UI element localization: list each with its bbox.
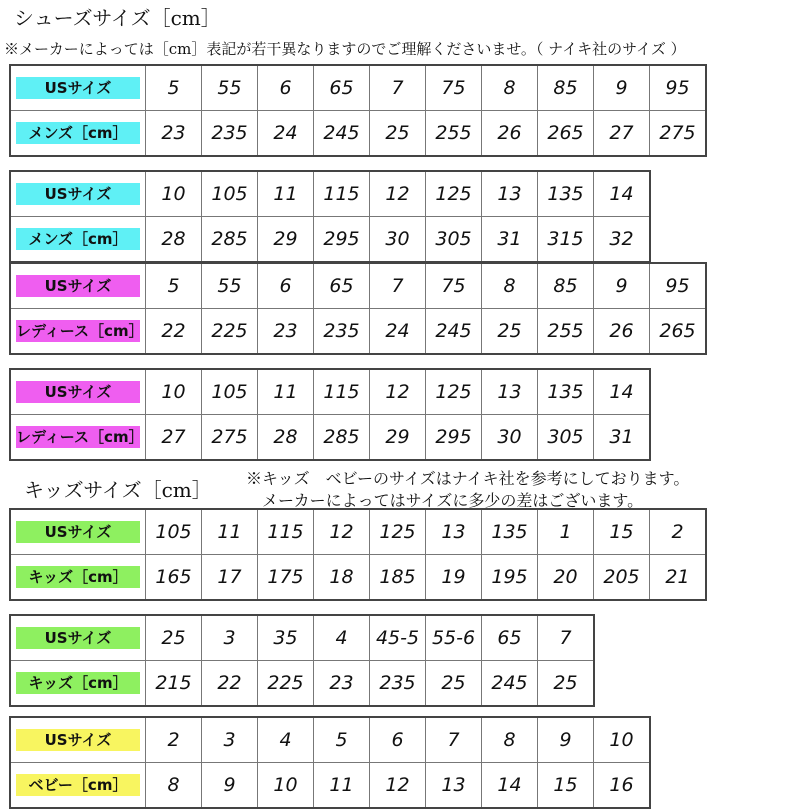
page-title: シューズサイズ［cm］ — [14, 6, 221, 30]
size-cell: 23 — [314, 661, 370, 707]
size-cell: 285 — [202, 217, 258, 263]
row-label: ベビー［cm］ — [16, 774, 140, 796]
size-cell: 11 — [314, 763, 370, 809]
size-cell: 27 — [146, 415, 202, 461]
cm-size-row — [10, 661, 594, 707]
size-cell: 13 — [426, 763, 482, 809]
size-cell: 75 — [426, 65, 482, 111]
row-label: USサイズ — [16, 183, 140, 205]
size-cell: 11 — [258, 171, 314, 217]
size-cell: 28 — [146, 217, 202, 263]
size-cell: 6 — [258, 263, 314, 309]
size-cell: 26 — [594, 309, 650, 355]
size-cell: 7 — [370, 65, 426, 111]
row-label-cell — [10, 763, 146, 809]
row-label: メンズ［cm］ — [16, 228, 140, 250]
size-cell: 23 — [146, 111, 202, 157]
cm-size-row — [10, 415, 650, 461]
size-cell: 135 — [538, 171, 594, 217]
row-label: USサイズ — [16, 381, 140, 403]
size-cell: 5 — [314, 717, 370, 763]
row-label-cell — [10, 217, 146, 263]
size-cell: 255 — [538, 309, 594, 355]
row-label-cell — [10, 65, 146, 111]
size-cell: 315 — [538, 217, 594, 263]
size-cell: 235 — [202, 111, 258, 157]
size-cell: 115 — [314, 369, 370, 415]
row-label: レディース［cm］ — [16, 428, 144, 446]
size-cell: 55 — [202, 263, 258, 309]
size-cell: 31 — [482, 217, 538, 263]
size-cell: 25 — [482, 309, 538, 355]
size-cell: 9 — [594, 263, 650, 309]
row-label-cell — [10, 415, 146, 461]
us-size-row — [10, 263, 706, 309]
row-label: USサイズ — [16, 77, 140, 99]
ladies-table-2 — [9, 368, 651, 461]
size-cell: 28 — [258, 415, 314, 461]
kids-note-line-1: ※キッズ ベビーのサイズはナイキ社を参考にしております。 — [246, 469, 690, 488]
row-label-cell — [10, 171, 146, 217]
cm-size-row — [10, 217, 650, 263]
mens-table-1 — [9, 64, 707, 157]
size-cell: 175 — [258, 555, 314, 601]
size-cell: 65 — [482, 615, 538, 661]
size-cell: 125 — [426, 369, 482, 415]
size-cell: 3 — [202, 717, 258, 763]
size-cell: 24 — [370, 309, 426, 355]
row-label: USサイズ — [16, 275, 140, 297]
size-cell: 265 — [650, 309, 707, 355]
size-cell: 115 — [258, 509, 314, 555]
size-cell: 185 — [370, 555, 426, 601]
size-cell: 255 — [426, 111, 482, 157]
size-cell: 13 — [426, 509, 482, 555]
size-cell: 125 — [370, 509, 426, 555]
size-cell: 12 — [314, 509, 370, 555]
size-cell: 9 — [202, 763, 258, 809]
size-cell: 16 — [594, 763, 651, 809]
row-label-cell — [10, 309, 146, 355]
size-cell: 7 — [426, 717, 482, 763]
size-cell: 165 — [146, 555, 202, 601]
size-cell: 25 — [538, 661, 595, 707]
size-cell: 3 — [202, 615, 258, 661]
us-size-row — [10, 509, 706, 555]
us-size-row — [10, 369, 650, 415]
size-cell: 25 — [426, 661, 482, 707]
row-label: レディース［cm］ — [16, 322, 144, 340]
size-cell: 13 — [482, 171, 538, 217]
size-cell: 235 — [370, 661, 426, 707]
size-cell: 65 — [314, 65, 370, 111]
row-label: USサイズ — [16, 729, 140, 751]
size-cell: 305 — [538, 415, 594, 461]
cm-size-row — [10, 309, 706, 355]
size-cell: 135 — [538, 369, 594, 415]
kids-section-title: キッズサイズ［cm］ — [24, 478, 212, 502]
size-cell: 305 — [426, 217, 482, 263]
size-cell: 19 — [426, 555, 482, 601]
size-cell: 6 — [370, 717, 426, 763]
row-label: キッズ［cm］ — [16, 566, 140, 588]
size-cell: 55 — [202, 65, 258, 111]
size-cell: 85 — [538, 65, 594, 111]
size-cell: 235 — [314, 309, 370, 355]
size-cell: 225 — [202, 309, 258, 355]
size-cell: 105 — [146, 509, 202, 555]
size-cell: 35 — [258, 615, 314, 661]
ladies-table-1 — [9, 262, 707, 355]
cm-size-row — [10, 555, 706, 601]
size-cell: 17 — [202, 555, 258, 601]
row-label: USサイズ — [16, 627, 140, 649]
size-cell: 45-5 — [370, 615, 426, 661]
size-cell: 30 — [370, 217, 426, 263]
size-cell: 29 — [258, 217, 314, 263]
size-cell: 22 — [146, 309, 202, 355]
size-cell: 55-6 — [426, 615, 482, 661]
size-cell: 265 — [538, 111, 594, 157]
kids-table-1 — [9, 508, 707, 601]
size-note: ※メーカーによっては［cm］表記が若干異なりますのでご理解くださいませ。（ ナイキ社のサイズ ） — [4, 40, 686, 58]
size-cell: 2 — [146, 717, 202, 763]
size-cell: 12 — [370, 763, 426, 809]
row-label-cell — [10, 111, 146, 157]
size-cell: 285 — [314, 415, 370, 461]
us-size-row — [10, 65, 706, 111]
size-cell: 22 — [202, 661, 258, 707]
cm-size-row — [10, 763, 650, 809]
size-cell: 8 — [482, 65, 538, 111]
size-cell: 245 — [314, 111, 370, 157]
size-cell: 29 — [370, 415, 426, 461]
size-cell: 9 — [538, 717, 594, 763]
size-cell: 24 — [258, 111, 314, 157]
size-cell: 10 — [146, 369, 202, 415]
kids-table-2 — [9, 614, 595, 707]
size-cell: 95 — [650, 65, 707, 111]
size-cell: 15 — [594, 509, 650, 555]
size-cell: 13 — [482, 369, 538, 415]
size-cell: 11 — [258, 369, 314, 415]
row-label-cell — [10, 263, 146, 309]
size-cell: 8 — [482, 717, 538, 763]
size-cell: 11 — [202, 509, 258, 555]
size-cell: 245 — [426, 309, 482, 355]
size-cell: 2 — [650, 509, 707, 555]
us-size-row — [10, 171, 650, 217]
size-cell: 4 — [314, 615, 370, 661]
size-cell: 14 — [594, 171, 651, 217]
size-cell: 5 — [146, 263, 202, 309]
size-cell: 12 — [370, 171, 426, 217]
size-cell: 275 — [650, 111, 707, 157]
size-cell: 20 — [538, 555, 594, 601]
row-label: キッズ［cm］ — [16, 672, 140, 694]
size-cell: 4 — [258, 717, 314, 763]
size-cell: 225 — [258, 661, 314, 707]
size-cell: 21 — [650, 555, 707, 601]
size-cell: 23 — [258, 309, 314, 355]
size-cell: 8 — [146, 763, 202, 809]
size-cell: 7 — [370, 263, 426, 309]
size-cell: 125 — [426, 171, 482, 217]
size-cell: 12 — [370, 369, 426, 415]
size-cell: 275 — [202, 415, 258, 461]
cm-size-row — [10, 111, 706, 157]
size-cell: 14 — [594, 369, 651, 415]
us-size-row — [10, 717, 650, 763]
size-cell: 10 — [594, 717, 651, 763]
size-cell: 95 — [650, 263, 707, 309]
size-cell: 105 — [202, 171, 258, 217]
size-cell: 8 — [482, 263, 538, 309]
size-cell: 205 — [594, 555, 650, 601]
size-cell: 295 — [426, 415, 482, 461]
size-cell: 30 — [482, 415, 538, 461]
us-size-row — [10, 615, 594, 661]
size-cell: 85 — [538, 263, 594, 309]
row-label-cell — [10, 615, 146, 661]
size-cell: 25 — [146, 615, 202, 661]
size-cell: 25 — [370, 111, 426, 157]
size-cell: 195 — [482, 555, 538, 601]
size-cell: 9 — [594, 65, 650, 111]
size-cell: 215 — [146, 661, 202, 707]
row-label-cell — [10, 555, 146, 601]
size-cell: 75 — [426, 263, 482, 309]
row-label-cell — [10, 509, 146, 555]
size-cell: 32 — [594, 217, 651, 263]
size-cell: 6 — [258, 65, 314, 111]
size-cell: 15 — [538, 763, 594, 809]
size-cell: 27 — [594, 111, 650, 157]
row-label-cell — [10, 369, 146, 415]
row-label-cell — [10, 661, 146, 707]
size-cell: 135 — [482, 509, 538, 555]
size-cell: 1 — [538, 509, 594, 555]
size-cell: 5 — [146, 65, 202, 111]
size-cell: 115 — [314, 171, 370, 217]
row-label-cell — [10, 717, 146, 763]
size-cell: 105 — [202, 369, 258, 415]
baby-table — [9, 716, 651, 809]
row-label: USサイズ — [16, 521, 140, 543]
size-cell: 295 — [314, 217, 370, 263]
size-cell: 10 — [146, 171, 202, 217]
row-label: メンズ［cm］ — [16, 122, 140, 144]
size-cell: 7 — [538, 615, 595, 661]
size-cell: 245 — [482, 661, 538, 707]
size-cell: 10 — [258, 763, 314, 809]
size-cell: 18 — [314, 555, 370, 601]
kids-note-line-2: メーカーによってはサイズに多少の差はございます。 — [262, 491, 644, 510]
size-cell: 65 — [314, 263, 370, 309]
size-cell: 31 — [594, 415, 651, 461]
size-cell: 26 — [482, 111, 538, 157]
size-cell: 14 — [482, 763, 538, 809]
mens-table-2 — [9, 170, 651, 263]
